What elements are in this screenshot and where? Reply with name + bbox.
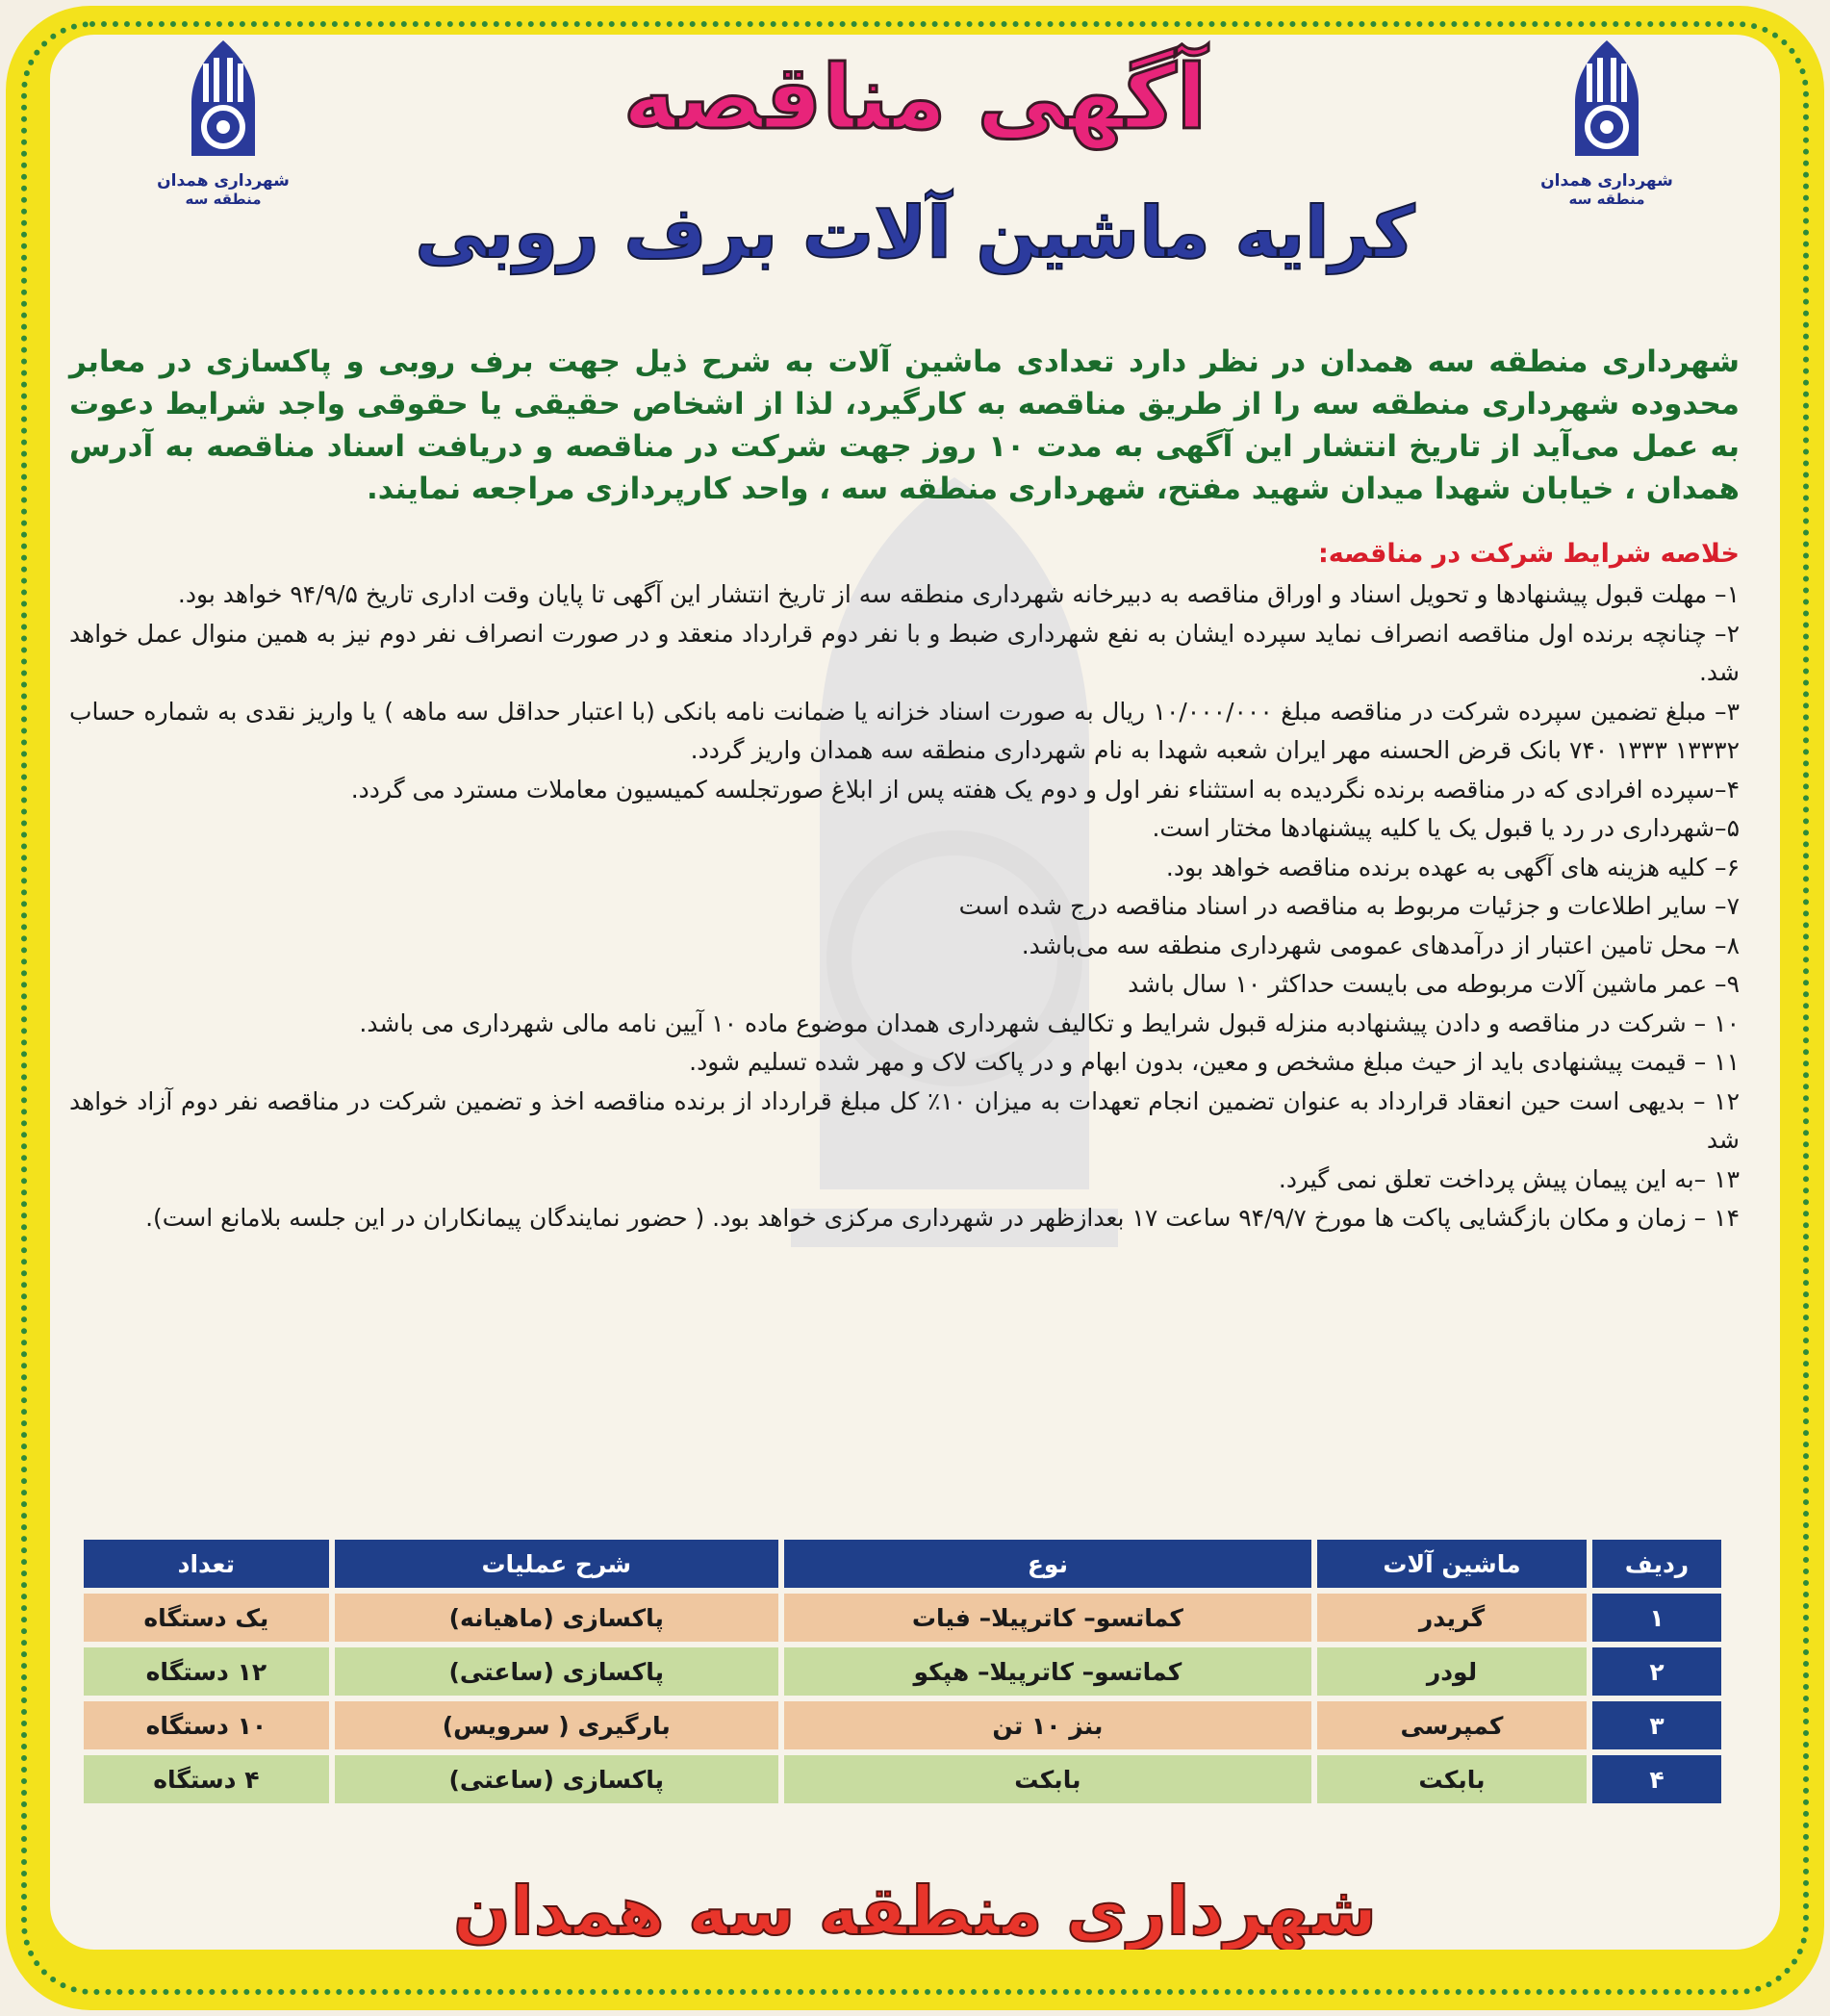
condition-item: ۷– سایر اطلاعات و جزئیات مربوط به مناقصه در اسناد مناقصه درج شده است xyxy=(958,892,1740,920)
ad-subtitle: کرایه ماشین آلات برف روبی xyxy=(415,191,1415,274)
logo-right-name: شهرداری همدان xyxy=(1540,171,1673,191)
cell-operation: پاکسازی (ساعتی) xyxy=(335,1755,778,1803)
cell-count: یک دستگاه xyxy=(84,1594,329,1642)
condition-item: ۱۳ –به این پیمان پیش پرداخت تعلق نمی گیرد. xyxy=(1278,1164,1740,1193)
summary-heading: خلاصه شرایط شرکت در مناقصه: xyxy=(1317,539,1740,569)
table-row xyxy=(84,1647,1721,1696)
logo-left-region: منطقه سه xyxy=(185,191,262,208)
col-header-row-number: ردیف xyxy=(1592,1540,1721,1588)
condition-item: ۶– کلیه هزینه های آگهی به عهده برنده مناقصه خواهد بود. xyxy=(1165,853,1740,881)
condition-item: ۳– مبلغ تضمین سپرده شرکت در مناقصه مبلغ ۱۰/۰۰۰/۰۰۰ ریال به صورت اسناد خزانه یا ضمانت نامه بانکی (با اعتبار حداقل سه ماهه ) یا واریز نقدی به شماره حساب ۱۳۳۳۲ ۱۳۳۳ ۷۴۰ بانک قرض الحسنه مهر ایران شعبه شهدا به نام شهرداری منطقه سه همدان واریز گردد. xyxy=(69,697,1740,764)
col-header-operation: شرح عملیات xyxy=(335,1540,778,1588)
col-header-count: تعداد xyxy=(84,1540,329,1588)
logo-left-name: شهرداری همدان xyxy=(157,171,290,191)
condition-item: ۱– مهلت قبول پیشنهادها و تحویل اسناد و اوراق مناقصه به دبیرخانه شهرداری منطقه سه از تاریخ انتشار این آگهی تا پایان وقت اداری تاریخ ۹۴/۹/۵ خواهد بود. xyxy=(177,580,1740,608)
condition-item: ۴–سپرده افرادی که در مناقصه برنده نگردیده به استثناء نفر اول و دوم یک هفته پس از ابلاغ صورتجلسه کمیسیون معاملات مسترد می گردد. xyxy=(350,775,1740,804)
ad-panel xyxy=(50,35,1780,1950)
logo-right-region: منطقه سه xyxy=(1568,191,1645,208)
cell-machinery: بابکت xyxy=(1317,1755,1587,1803)
cell-type: کماتسو– کاترپیلا– فیات xyxy=(784,1594,1311,1642)
condition-item: ۵–شهرداری در رد یا قبول یک یا کلیه پیشنهادها مختار است. xyxy=(1152,814,1740,842)
cell-operation: پاکسازی (ماهیانه) xyxy=(335,1594,778,1642)
cell-machinery: کمپرسی xyxy=(1317,1701,1587,1749)
col-header-type: نوع xyxy=(784,1540,1311,1588)
cell-machinery: گریدر xyxy=(1317,1594,1587,1642)
condition-item: ۹– عمر ماشین آلات مربوطه می بایست حداکثر ۱۰ سال باشد xyxy=(1128,970,1740,998)
cell-row-number: ۳ xyxy=(1592,1701,1721,1749)
cell-row-number: ۱ xyxy=(1592,1594,1721,1642)
table-row xyxy=(84,1755,1721,1803)
condition-item: ۸– محل تامین اعتبار از درآمدهای عمومی شهرداری منطقه سه می‌باشد. xyxy=(1021,931,1740,959)
intro-paragraph: شهرداری منطقه سه همدان در نظر دارد تعدادی ماشین آلات به شرح ذیل جهت برف روبی و پاکسازی در معابر محدوده شهرداری منطقه سه را از طریق مناقصه به کارگیرد، لذا از اشخاص حقیقی یا حقوقی واجد شرایط دعوت به عمل می‌آید از تاریخ انتشار این آگهی به مدت ۱۰ روز جهت شرکت در مناقصه و دریافت اسناد مناقصه به آدرس همدان ، خیابان شهدا میدان شهید مفتح، شهرداری منطقه سه ، واحد کارپردازی مراجعه نمایند. xyxy=(69,345,1741,506)
col-header-machinery: ماشین آلات xyxy=(1317,1540,1587,1588)
table-header-row xyxy=(84,1540,1721,1588)
condition-item: ۱۰ – شرکت در مناقصه و دادن پیشنهادبه منزله قبول شرایط و تکالیف شهرداری همدان موضوع ماده ۱۰ آیین نامه مالی شهرداری می باشد. xyxy=(359,1008,1740,1037)
cell-type: بنز ۱۰ تن xyxy=(784,1701,1311,1749)
condition-item: ۲– چنانچه برنده اول مناقصه انصراف نماید سپرده ایشان به نفع شهرداری ضبط و با نفر دوم قرارداد منعقد و در صورت انصراف نفر دوم نیز به همین منوال عمل خواهد شد. xyxy=(69,619,1740,686)
cell-count: ۴ دستگاه xyxy=(84,1755,329,1803)
ad-title: آگهی مناقصه xyxy=(623,46,1207,149)
table-row xyxy=(84,1701,1721,1749)
cell-type: کماتسو– کاترپیلا– هپکو xyxy=(784,1647,1311,1696)
cell-type: بابکت xyxy=(784,1755,1311,1803)
cell-operation: بارگیری ( سرویس) xyxy=(335,1701,778,1749)
machinery-table xyxy=(78,1534,1727,1809)
footer-municipality-name: شهرداری منطقه سه همدان xyxy=(453,1872,1377,1950)
condition-item: ۱۲ – بدیهی است حین انعقاد قرارداد به عنوان تضمین انجام تعهدات به میزان ۱۰٪ کل مبلغ قرارداد از برنده مناقصه اخذ و تضمین شرکت در مناقصه نفر دوم آزاد خواهد شد xyxy=(69,1086,1740,1154)
condition-item: ۱۴ – زمان و مکان بازگشایی پاکت ها مورخ ۹۴/۹/۷ ساعت ۱۷ بعدازظهر در شهرداری مرکزی خواهد بود. ( حضور نمایندگان پیمانکاران در این جلسه بلامانع است). xyxy=(145,1204,1740,1232)
table-row xyxy=(84,1594,1721,1642)
cell-operation: پاکسازی (ساعتی) xyxy=(335,1647,778,1696)
cell-count: ۱۲ دستگاه xyxy=(84,1647,329,1696)
cell-count: ۱۰ دستگاه xyxy=(84,1701,329,1749)
conditions-list xyxy=(69,575,1740,1238)
cell-row-number: ۲ xyxy=(1592,1647,1721,1696)
cell-row-number: ۴ xyxy=(1592,1755,1721,1803)
cell-machinery: لودر xyxy=(1317,1647,1587,1696)
condition-item: ۱۱ – قیمت پیشنهادی باید از حیث مبلغ مشخص و معین، بدون ابهام و در پاکت لاک و مهر شده تسلیم شود. xyxy=(689,1048,1740,1076)
